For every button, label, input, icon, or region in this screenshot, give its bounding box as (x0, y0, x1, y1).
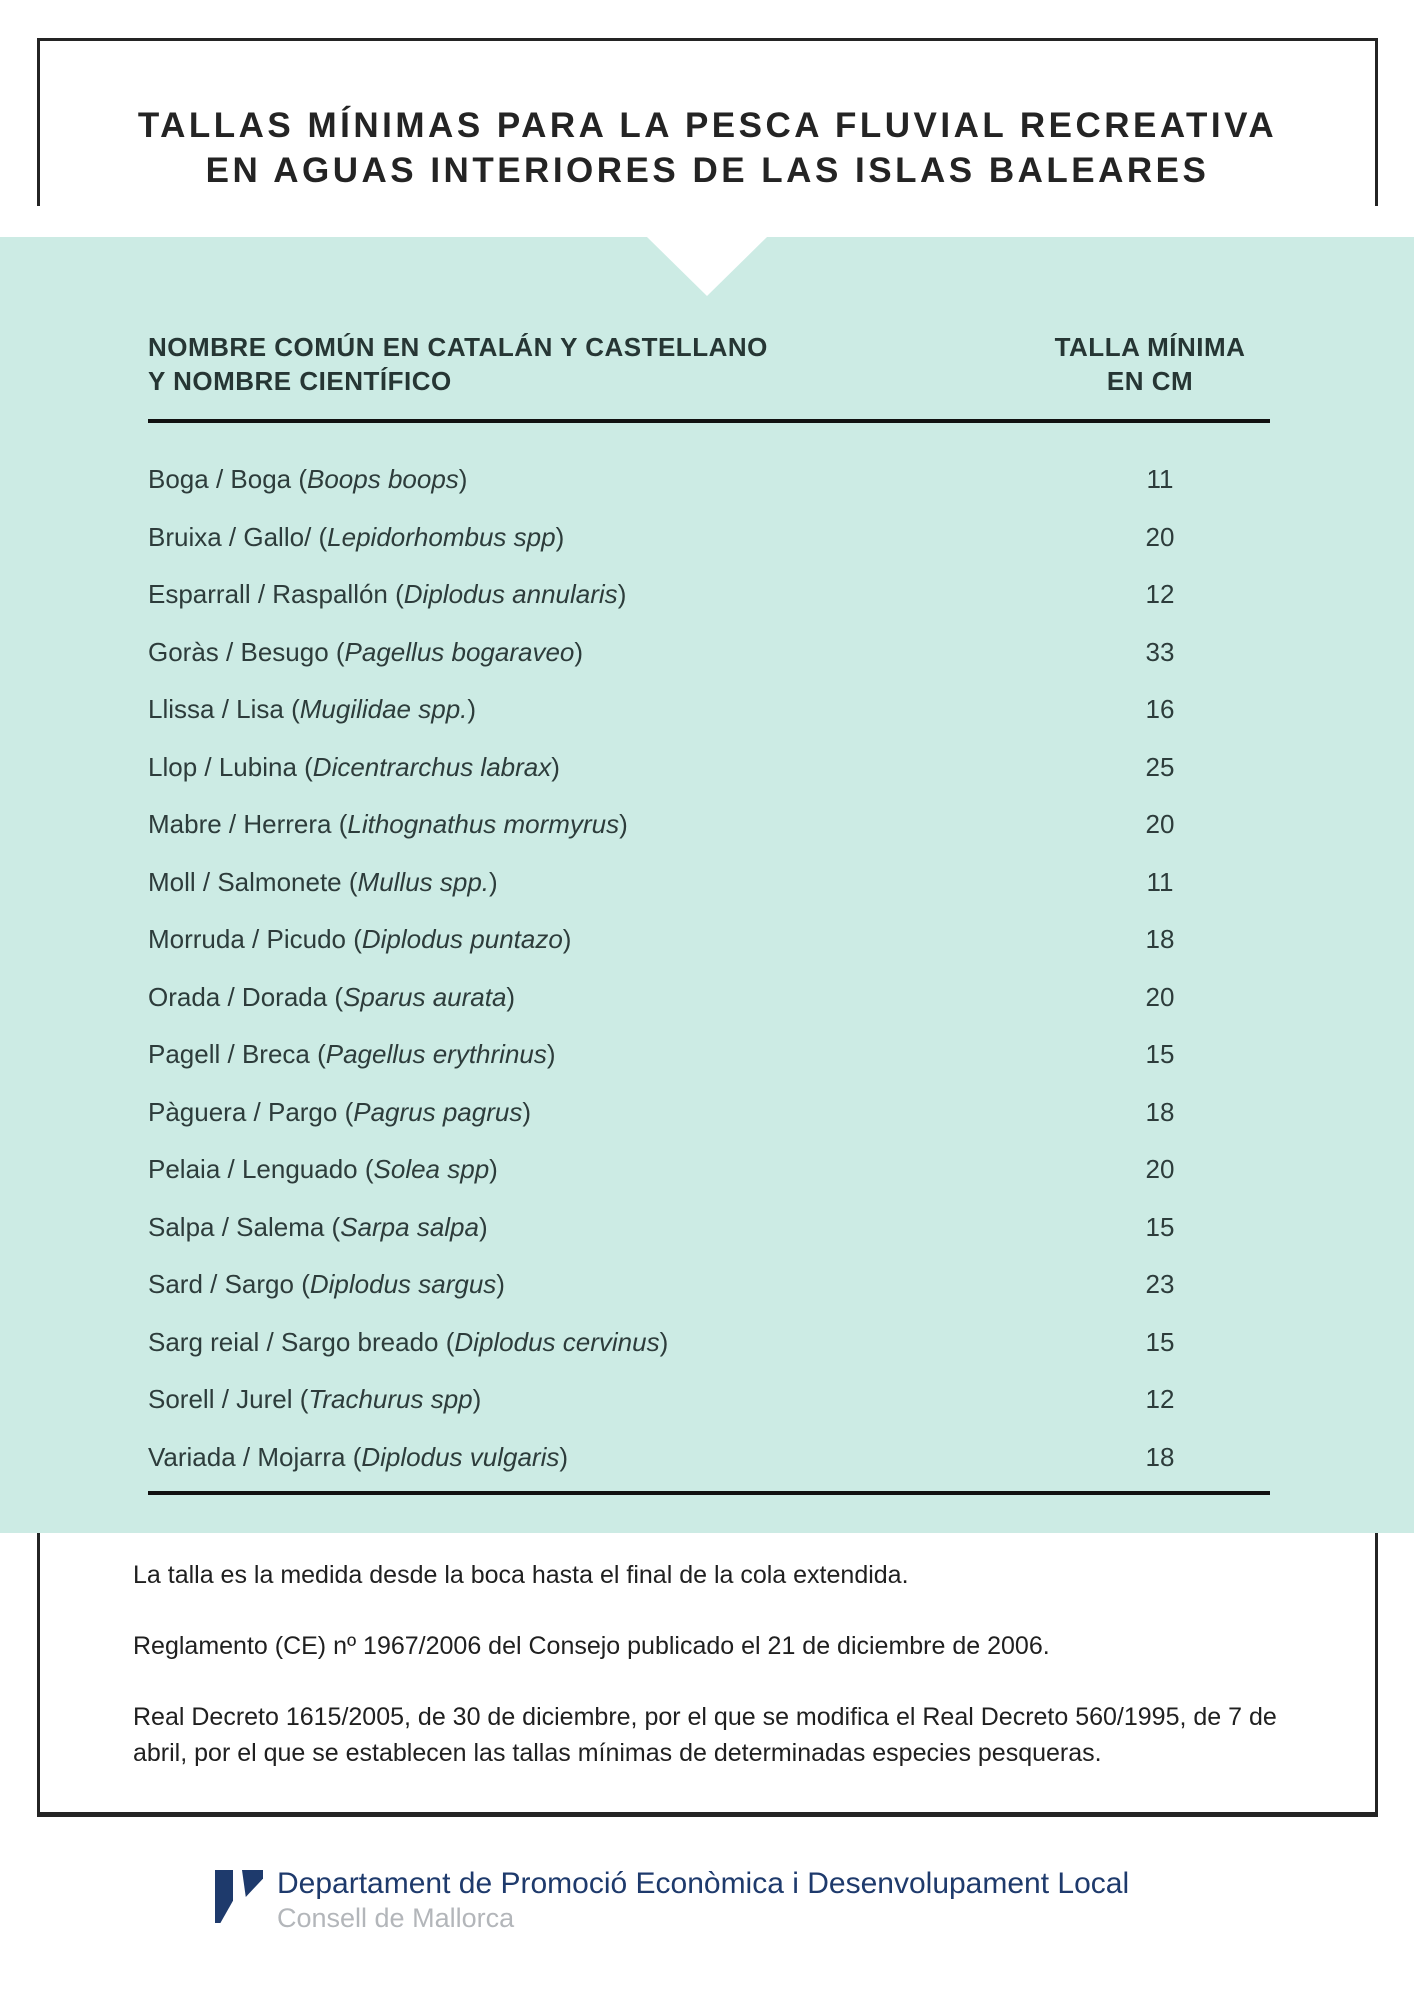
min-size-value: 18 (1145, 1441, 1175, 1472)
min-size-value: 33 (1145, 636, 1175, 667)
min-size-value: 11 (1146, 866, 1174, 897)
header-name-column (148, 330, 768, 398)
min-size-value: 23 (1145, 1269, 1175, 1300)
fish-name: Llop / Lubina (Dicentrarchus labrax) (148, 751, 560, 782)
note-measurement: La talla es la medida desde la boca hasta el final de la cola extendida. (133, 1561, 909, 1589)
org-logo (215, 1866, 1129, 1935)
department-name: Departament de Promoció Econòmica i Desenvolupament Local (277, 1867, 1130, 1900)
table-row (148, 624, 1270, 682)
min-size-value: 20 (1145, 521, 1175, 552)
fish-name: Pagell / Breca (Pagellus erythrinus) (148, 1039, 556, 1070)
note-decree: Real Decreto 1615/2005, de 30 de diciembre, por el que se modifica el Real Decreto 560/1995, de 7 de abril, por el que se establecen las tallas mínimas de determinadas especies pesqueras. (133, 1703, 1277, 1767)
fish-name: Orada / Dorada (Sparus aurata) (148, 981, 516, 1012)
table-row (148, 1141, 1270, 1199)
table-row (148, 1256, 1270, 1314)
table-row (148, 1429, 1270, 1487)
fish-name: Sarg reial / Sargo breado (Diplodus cervinus) (148, 1326, 669, 1357)
panel-notch-triangle (647, 237, 767, 296)
header-size-column (1030, 330, 1270, 398)
fish-name: Mabre / Herrera (Lithognathus mormyrus) (148, 809, 628, 840)
table-row (148, 1199, 1270, 1257)
table-row (148, 509, 1270, 567)
min-size-value: 18 (1145, 924, 1175, 955)
min-size-value: 20 (1145, 809, 1175, 840)
min-size-value: 15 (1145, 1326, 1175, 1357)
notes-frame (37, 1533, 1378, 1817)
page-title-line2: EN AGUAS INTERIORES DE LAS ISLAS BALEARES (205, 151, 1210, 190)
header-name-line2: Y NOMBRE CIENTÍFICO (148, 366, 452, 396)
table-row (148, 739, 1270, 797)
header-name-line1: NOMBRE COMÚN EN CATALÁN Y CASTELLANO (148, 332, 768, 362)
fish-name: Esparrall / Raspallón (Diplodus annularis) (148, 579, 627, 610)
page-title-line1: TALLAS MÍNIMAS PARA LA PESCA FLUVIAL RECREATIVA (137, 106, 1278, 145)
fish-name: Goràs / Besugo (Pagellus bogaraveo) (148, 636, 584, 667)
org-name: Consell de Mallorca (277, 1903, 515, 1933)
consell-mallorca-flag-icon (215, 1866, 263, 1924)
min-size-value: 25 (1145, 751, 1175, 782)
min-size-value: 20 (1145, 981, 1175, 1012)
fish-name: Sard / Sargo (Diplodus sargus) (148, 1269, 505, 1300)
note-regulation: Reglamento (CE) nº 1967/2006 del Consejo publicado el 21 de diciembre de 2006. (133, 1632, 1050, 1660)
fish-name: Variada / Mojarra (Diplodus vulgaris) (148, 1441, 569, 1472)
table-row (148, 1371, 1270, 1429)
table-rows (148, 451, 1270, 1486)
table-row (148, 854, 1270, 912)
table-row (148, 451, 1270, 509)
min-size-value: 20 (1145, 1154, 1175, 1185)
title-frame (37, 38, 1378, 206)
table-top-rule (148, 419, 1270, 423)
fish-name: Sorell / Jurel (Trachurus spp) (148, 1384, 482, 1415)
fish-name: Pàguera / Pargo (Pagrus pagrus) (148, 1096, 532, 1127)
fish-name: Morruda / Picudo (Diplodus puntazo) (148, 924, 572, 955)
table-row (148, 681, 1270, 739)
page-title (40, 103, 1375, 193)
sizes-table (148, 330, 1270, 1495)
fish-name: Pelaia / Lenguado (Solea spp) (148, 1154, 498, 1185)
table-row (148, 1084, 1270, 1142)
min-size-value: 12 (1145, 1384, 1175, 1415)
fish-name: Moll / Salmonete (Mullus spp.) (148, 866, 498, 897)
header-size-line1: TALLA MÍNIMA (1054, 332, 1246, 362)
fish-name: Llissa / Lisa (Mugilidae spp.) (148, 694, 477, 725)
table-bottom-rule (148, 1491, 1270, 1495)
table-header (148, 330, 1270, 398)
table-row (148, 566, 1270, 624)
min-size-value: 15 (1145, 1039, 1175, 1070)
table-row (148, 969, 1270, 1027)
table-panel (0, 237, 1414, 1533)
min-size-value: 18 (1145, 1096, 1175, 1127)
min-size-value: 15 (1145, 1211, 1175, 1242)
min-size-value: 12 (1145, 579, 1175, 610)
table-row (148, 1314, 1270, 1372)
table-row (148, 796, 1270, 854)
fish-name: Bruixa / Gallo/ (Lepidorhombus spp) (148, 521, 565, 552)
table-row (148, 1026, 1270, 1084)
table-row (148, 911, 1270, 969)
header-size-line2: EN CM (1106, 366, 1194, 396)
min-size-value: 16 (1145, 694, 1175, 725)
fish-name: Salpa / Salema (Sarpa salpa) (148, 1211, 488, 1242)
min-size-value: 11 (1146, 464, 1174, 495)
fish-name: Boga / Boga (Boops boops) (148, 464, 468, 495)
